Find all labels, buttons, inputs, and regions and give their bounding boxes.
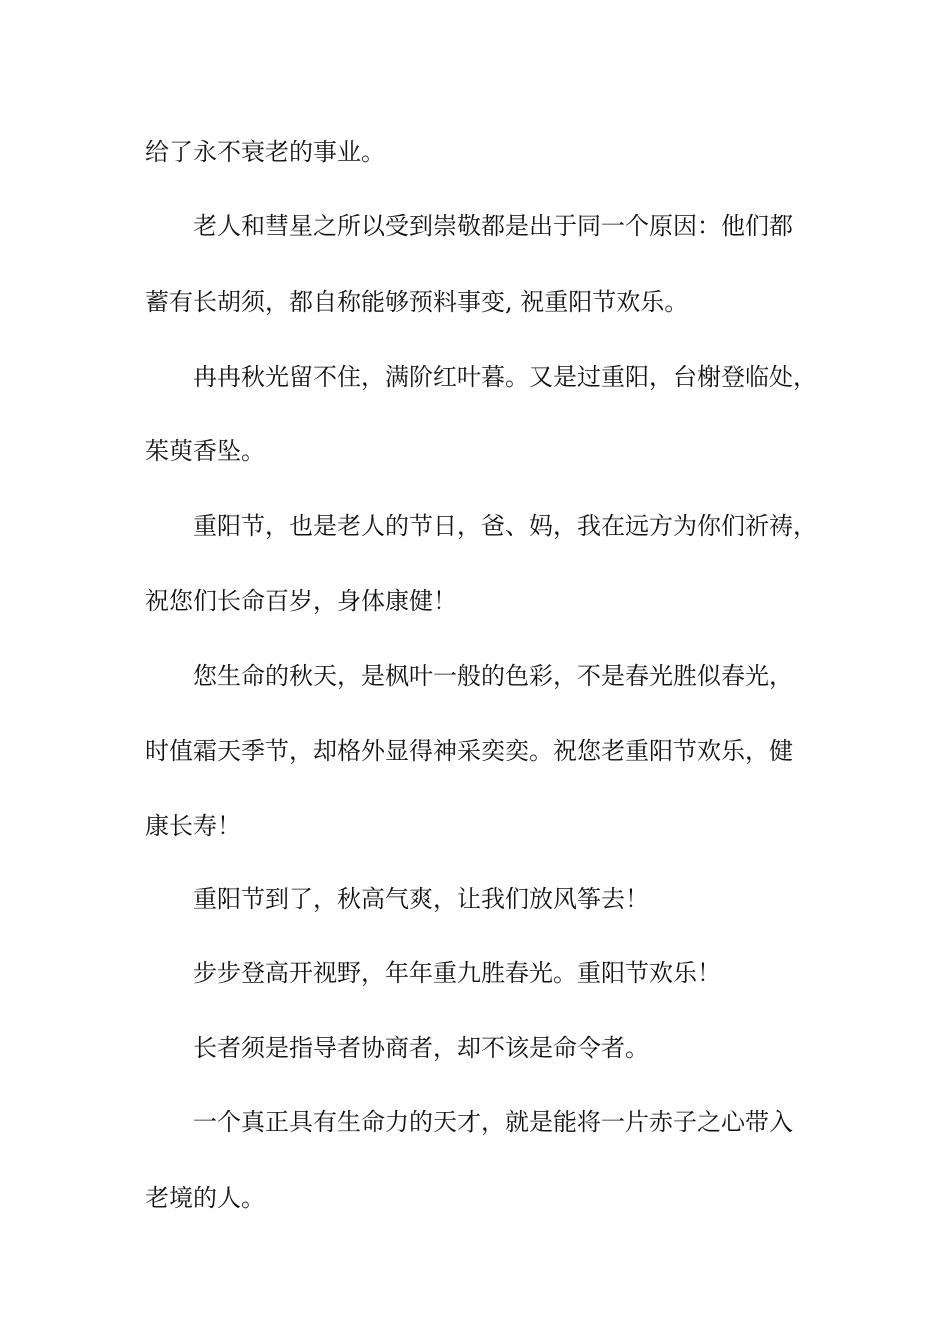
text-line: 给了永不衰老的事业。 [145,138,385,166]
text-line: 蓄有长胡须，都自称能够预料事变, 祝重阳节欢乐。 [145,288,689,316]
paragraph-first-line: 您生命的秋天，是枫叶一般的色彩，不是春光胜似春光， [193,662,793,690]
paragraph-first-line: 重阳节到了，秋高气爽，让我们放风筝去！ [193,885,649,913]
paragraph-first-line: 重阳节，也是老人的节日，爸、妈，我在远方为你们祈祷， [193,512,817,540]
paragraph-first-line: 长者须是指导者协商者，却不该是命令者。 [193,1034,649,1062]
text-line: 祝您们长命百岁，身体康健！ [145,587,457,615]
text-line: 时值霜天季节，却格外显得神采奕奕。祝您老重阳节欢乐，健 [145,737,793,765]
paragraph-first-line: 冉冉秋光留不住，满阶红叶暮。又是过重阳，台榭登临处， [193,363,817,391]
paragraph-first-line: 步步登高开视野，年年重九胜春光。重阳节欢乐！ [193,959,721,987]
text-line: 康长寿！ [145,812,241,840]
text-line: 茱萸香坠。 [145,437,265,465]
paragraph-first-line: 老人和彗星之所以受到崇敬都是出于同一个原因：他们都 [193,212,793,240]
paragraph-first-line: 一个真正具有生命力的天才，就是能将一片赤子之心带入 [193,1108,793,1136]
text-line: 老境的人。 [145,1184,265,1212]
